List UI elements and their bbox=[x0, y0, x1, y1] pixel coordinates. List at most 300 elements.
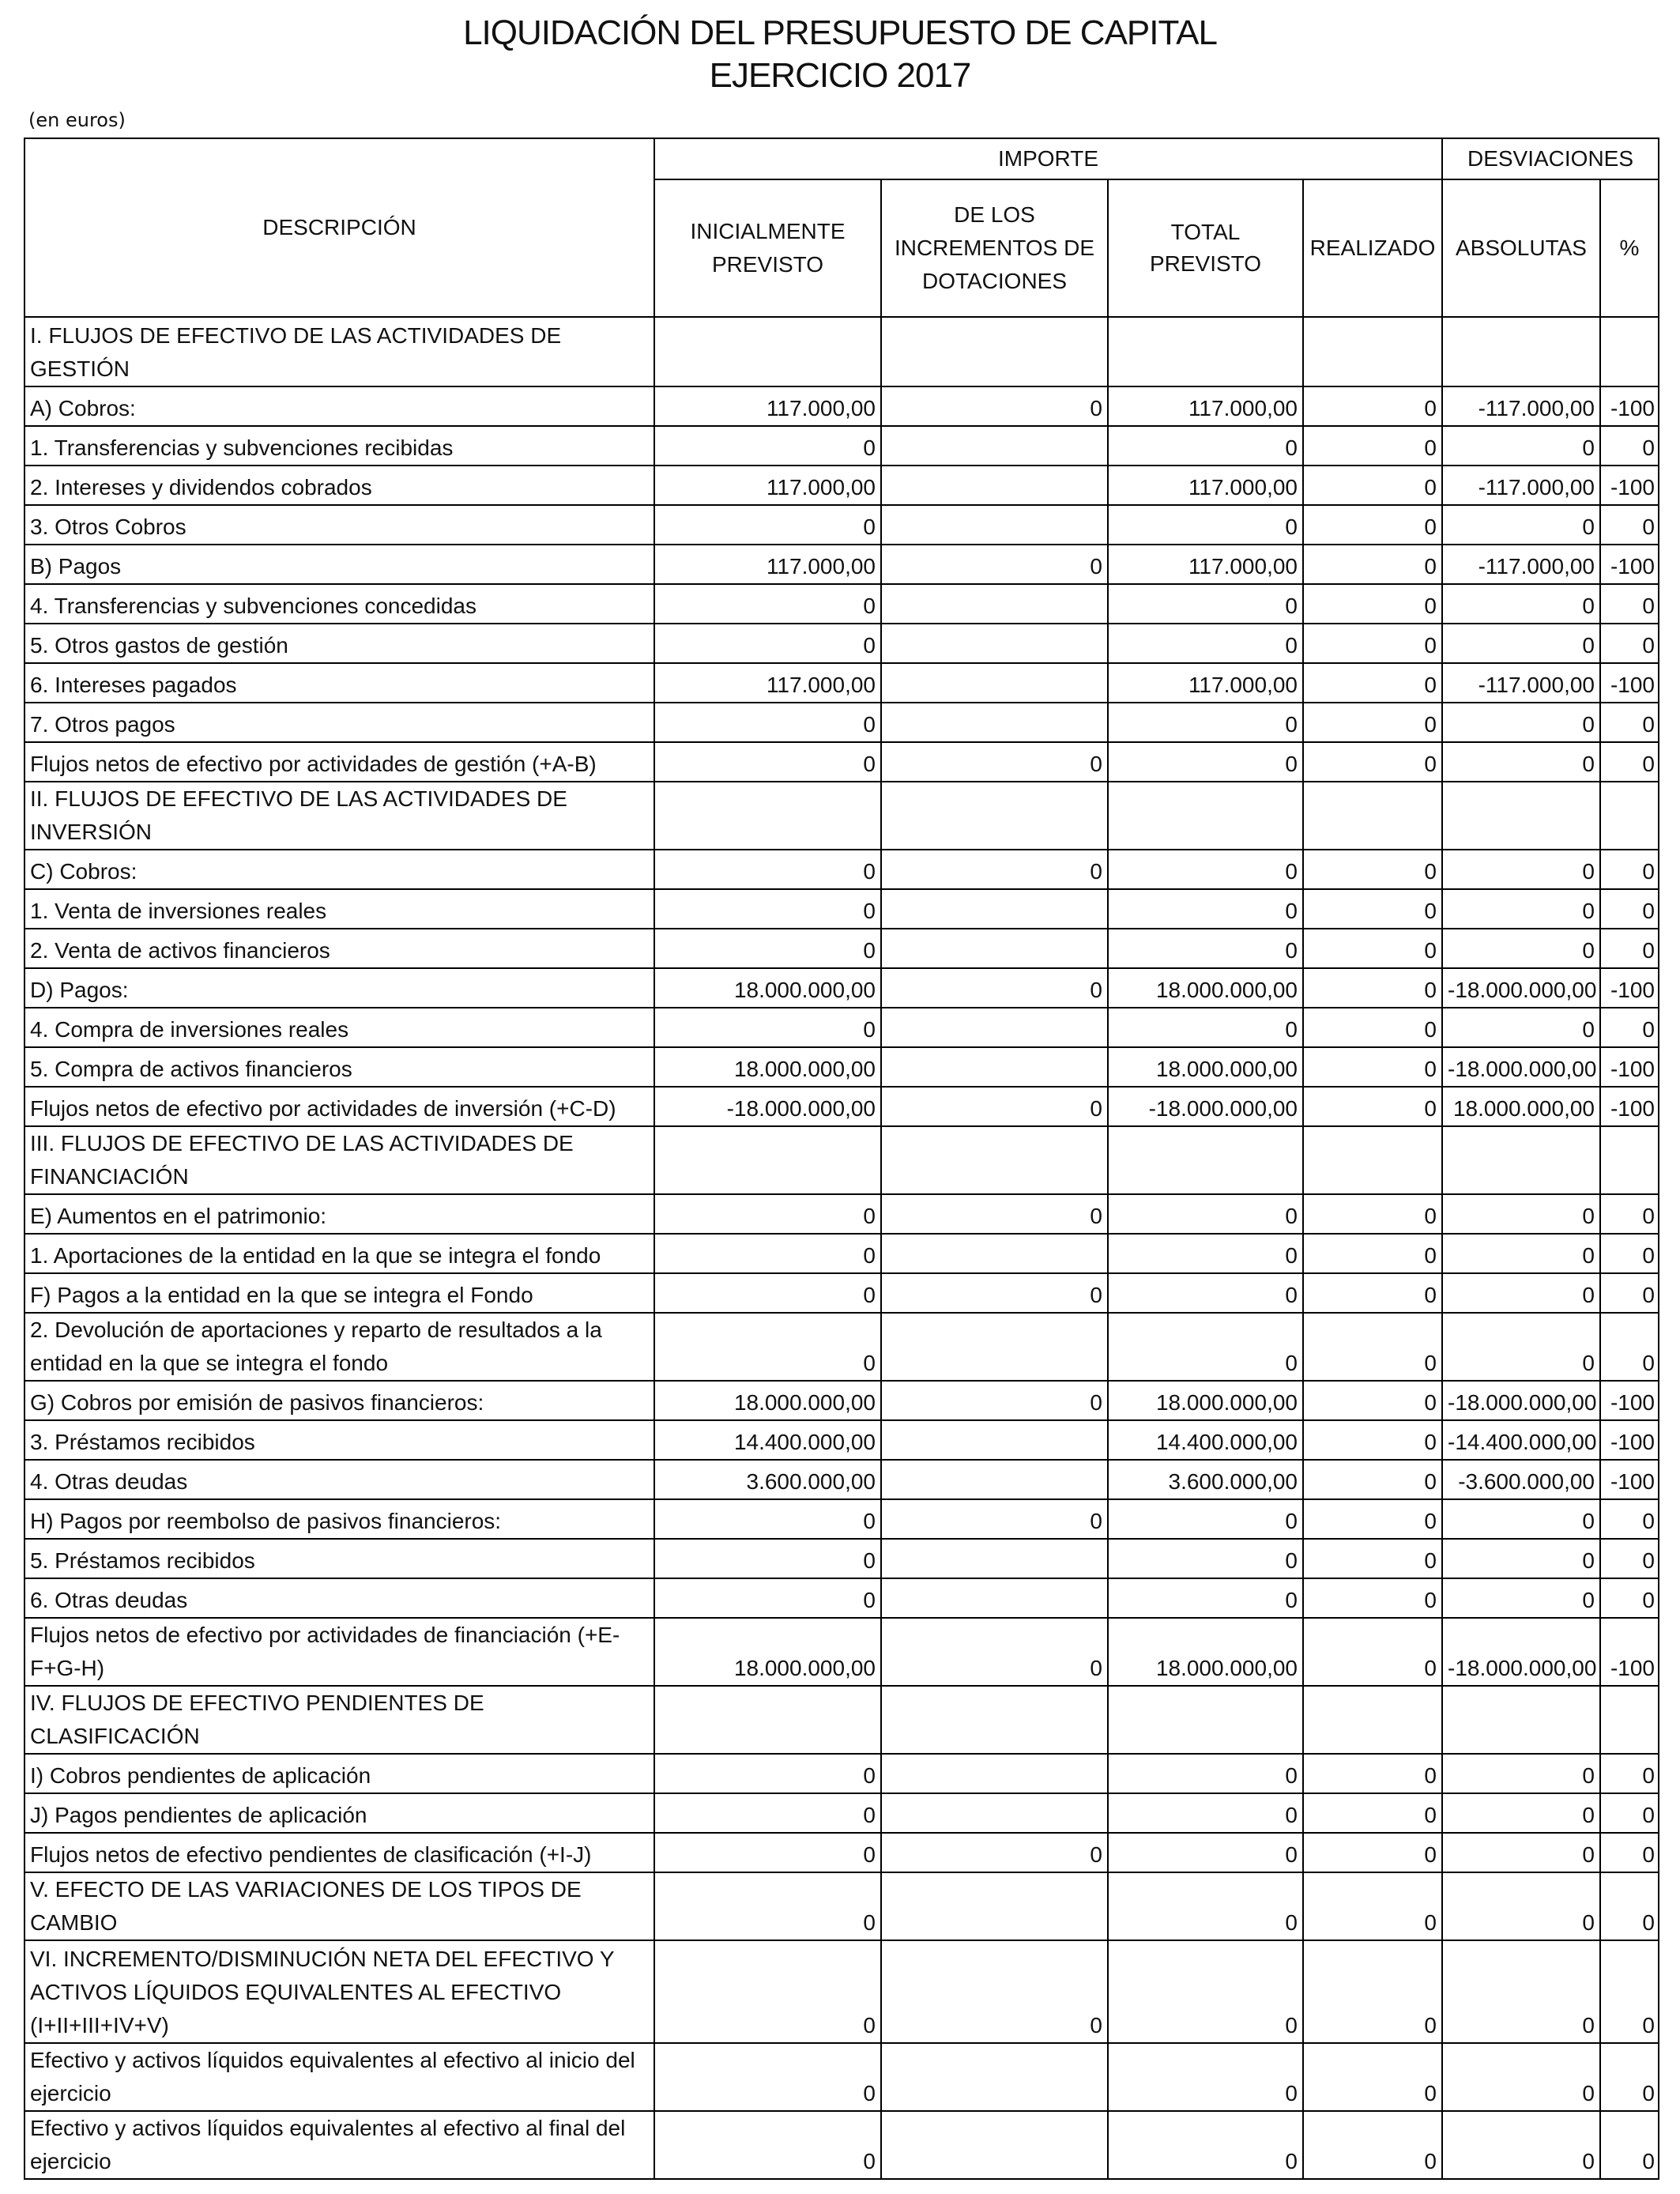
cell-total-previsto: 0 bbox=[1108, 1194, 1303, 1234]
cell-incrementos: 0 bbox=[881, 1940, 1108, 2043]
cell-absolutas: 0 bbox=[1442, 1754, 1600, 1793]
cell-descripcion: Flujos netos de efectivo por actividades de gestión (+A-B) bbox=[24, 742, 654, 782]
cell-incrementos bbox=[881, 1578, 1108, 1618]
cell-pct: 0 bbox=[1600, 624, 1659, 663]
cell-inicialmente-previsto: 0 bbox=[654, 1008, 881, 1047]
cell-pct: 0 bbox=[1600, 850, 1659, 889]
cell-absolutas: 0 bbox=[1442, 742, 1600, 782]
page-subtitle: EJERCICIO 2017 bbox=[709, 56, 971, 95]
table-row bbox=[24, 2111, 1659, 2179]
cell-realizado bbox=[1303, 317, 1442, 386]
cell-total-previsto: 0 bbox=[1108, 1872, 1303, 1940]
cell-absolutas: 0 bbox=[1442, 929, 1600, 968]
cell-realizado: 0 bbox=[1303, 1460, 1442, 1499]
cell-descripcion: I) Cobros pendientes de aplicación bbox=[24, 1754, 654, 1793]
cell-absolutas: -117.000,00 bbox=[1442, 386, 1600, 426]
cell-incrementos: 0 bbox=[881, 1194, 1108, 1234]
cell-absolutas: 0 bbox=[1442, 1539, 1600, 1578]
cell-pct: 0 bbox=[1600, 1793, 1659, 1833]
cell-pct: 0 bbox=[1600, 1499, 1659, 1539]
cell-inicialmente-previsto: 0 bbox=[654, 1313, 881, 1381]
cell-descripcion: G) Cobros por emisión de pasivos financieros: bbox=[24, 1381, 654, 1420]
cell-incrementos bbox=[881, 1686, 1108, 1754]
cell-absolutas bbox=[1442, 1126, 1600, 1194]
table-row bbox=[24, 1833, 1659, 1872]
cell-realizado: 0 bbox=[1303, 2043, 1442, 2111]
cell-descripcion: Efectivo y activos líquidos equivalentes al efectivo al final del ejercicio bbox=[24, 2111, 654, 2179]
cell-absolutas: 0 bbox=[1442, 1578, 1600, 1618]
cell-incrementos bbox=[881, 1234, 1108, 1273]
cell-incrementos bbox=[881, 663, 1108, 703]
cell-pct: 0 bbox=[1600, 742, 1659, 782]
cell-absolutas: 0 bbox=[1442, 1833, 1600, 1872]
table-row bbox=[24, 1126, 1659, 1194]
table-row bbox=[24, 545, 1659, 584]
cell-descripcion: Flujos netos de efectivo pendientes de clasificación (+I-J) bbox=[24, 1833, 654, 1872]
table-row bbox=[24, 889, 1659, 929]
cell-incrementos bbox=[881, 1313, 1108, 1381]
table-row bbox=[24, 782, 1659, 850]
cell-absolutas bbox=[1442, 317, 1600, 386]
table-body bbox=[24, 317, 1659, 2179]
cell-realizado bbox=[1303, 782, 1442, 850]
header-descripcion: DESCRIPCIÓN bbox=[24, 138, 654, 317]
cell-incrementos: 0 bbox=[881, 1499, 1108, 1539]
cell-absolutas: 0 bbox=[1442, 1313, 1600, 1381]
cell-incrementos bbox=[881, 317, 1108, 386]
cell-descripcion: A) Cobros: bbox=[24, 386, 654, 426]
cell-descripcion: 2. Venta de activos financieros bbox=[24, 929, 654, 968]
cell-descripcion: 4. Transferencias y subvenciones concedidas bbox=[24, 584, 654, 624]
cell-incrementos bbox=[881, 505, 1108, 545]
cell-realizado: 0 bbox=[1303, 1618, 1442, 1686]
cell-pct: 0 bbox=[1600, 2111, 1659, 2179]
cell-incrementos: 0 bbox=[881, 386, 1108, 426]
cell-descripcion: 3. Préstamos recibidos bbox=[24, 1420, 654, 1460]
table-row bbox=[24, 1008, 1659, 1047]
table-row bbox=[24, 2043, 1659, 2111]
cell-descripcion: 1. Aportaciones de la entidad en la que se integra el fondo bbox=[24, 1234, 654, 1273]
cell-absolutas: 0 bbox=[1442, 505, 1600, 545]
cell-absolutas: 0 bbox=[1442, 1499, 1600, 1539]
cell-absolutas: 18.000.000,00 bbox=[1442, 1087, 1600, 1126]
cell-realizado: 0 bbox=[1303, 1833, 1442, 1872]
cell-absolutas: -18.000.000,00 bbox=[1442, 968, 1600, 1008]
cell-descripcion: D) Pagos: bbox=[24, 968, 654, 1008]
cell-total-previsto: 0 bbox=[1108, 1313, 1303, 1381]
cell-total-previsto: 0 bbox=[1108, 1578, 1303, 1618]
cell-pct: -100 bbox=[1600, 968, 1659, 1008]
cell-inicialmente-previsto: -18.000.000,00 bbox=[654, 1087, 881, 1126]
cell-inicialmente-previsto bbox=[654, 1126, 881, 1194]
cell-total-previsto: 18.000.000,00 bbox=[1108, 1618, 1303, 1686]
table-row bbox=[24, 1273, 1659, 1313]
cell-pct: 0 bbox=[1600, 1313, 1659, 1381]
cell-total-previsto: 117.000,00 bbox=[1108, 466, 1303, 505]
cell-realizado: 0 bbox=[1303, 663, 1442, 703]
cell-inicialmente-previsto: 0 bbox=[654, 1234, 881, 1273]
cell-absolutas: 0 bbox=[1442, 1793, 1600, 1833]
table-row bbox=[24, 317, 1659, 386]
cell-absolutas bbox=[1442, 1686, 1600, 1754]
cell-absolutas: 0 bbox=[1442, 703, 1600, 742]
cell-descripcion: I. FLUJOS DE EFECTIVO DE LAS ACTIVIDADES DE GESTIÓN bbox=[24, 317, 654, 386]
cell-inicialmente-previsto: 0 bbox=[654, 2111, 881, 2179]
table-row bbox=[24, 1194, 1659, 1234]
cell-inicialmente-previsto bbox=[654, 1686, 881, 1754]
cell-total-previsto: 18.000.000,00 bbox=[1108, 968, 1303, 1008]
cell-realizado: 0 bbox=[1303, 1420, 1442, 1460]
header-total-previsto: TOTAL PREVISTO bbox=[1108, 179, 1303, 317]
cell-total-previsto bbox=[1108, 317, 1303, 386]
cell-total-previsto: 0 bbox=[1108, 929, 1303, 968]
cell-pct bbox=[1600, 782, 1659, 850]
table-row bbox=[24, 1940, 1659, 2043]
table-row bbox=[24, 742, 1659, 782]
cell-total-previsto bbox=[1108, 1126, 1303, 1194]
cell-total-previsto: 0 bbox=[1108, 505, 1303, 545]
budget-table bbox=[24, 138, 1659, 2180]
table-row bbox=[24, 1872, 1659, 1940]
cell-inicialmente-previsto: 0 bbox=[654, 929, 881, 968]
cell-realizado: 0 bbox=[1303, 1539, 1442, 1578]
cell-descripcion: C) Cobros: bbox=[24, 850, 654, 889]
cell-absolutas: 0 bbox=[1442, 889, 1600, 929]
cell-inicialmente-previsto: 0 bbox=[654, 850, 881, 889]
cell-total-previsto: 0 bbox=[1108, 1833, 1303, 1872]
table-row bbox=[24, 663, 1659, 703]
cell-total-previsto bbox=[1108, 782, 1303, 850]
cell-total-previsto: 0 bbox=[1108, 1793, 1303, 1833]
cell-total-previsto bbox=[1108, 1686, 1303, 1754]
cell-incrementos bbox=[881, 1754, 1108, 1793]
cell-descripcion: Efectivo y activos líquidos equivalentes al efectivo al inicio del ejercicio bbox=[24, 2043, 654, 2111]
cell-absolutas: 0 bbox=[1442, 584, 1600, 624]
cell-incrementos bbox=[881, 1047, 1108, 1087]
cell-incrementos: 0 bbox=[881, 968, 1108, 1008]
cell-realizado: 0 bbox=[1303, 850, 1442, 889]
cell-inicialmente-previsto: 0 bbox=[654, 1194, 881, 1234]
cell-pct: 0 bbox=[1600, 2043, 1659, 2111]
cell-realizado: 0 bbox=[1303, 466, 1442, 505]
cell-incrementos bbox=[881, 2043, 1108, 2111]
cell-pct: -100 bbox=[1600, 1047, 1659, 1087]
cell-inicialmente-previsto: 0 bbox=[654, 624, 881, 663]
cell-pct: 0 bbox=[1600, 1008, 1659, 1047]
cell-realizado: 0 bbox=[1303, 1578, 1442, 1618]
cell-total-previsto: 0 bbox=[1108, 2111, 1303, 2179]
cell-realizado: 0 bbox=[1303, 545, 1442, 584]
header-importe: IMPORTE bbox=[654, 138, 1442, 179]
cell-descripcion: IV. FLUJOS DE EFECTIVO PENDIENTES DE CLASIFICACIÓN bbox=[24, 1686, 654, 1754]
header-inicialmente-previsto: INICIALMENTE PREVISTO bbox=[654, 179, 881, 317]
cell-incrementos: 0 bbox=[881, 1087, 1108, 1126]
cell-total-previsto: 0 bbox=[1108, 1754, 1303, 1793]
cell-descripcion: E) Aumentos en el patrimonio: bbox=[24, 1194, 654, 1234]
cell-realizado: 0 bbox=[1303, 426, 1442, 466]
cell-absolutas: 0 bbox=[1442, 624, 1600, 663]
cell-descripcion: 1. Venta de inversiones reales bbox=[24, 889, 654, 929]
cell-descripcion: 5. Otros gastos de gestión bbox=[24, 624, 654, 663]
cell-absolutas: -117.000,00 bbox=[1442, 663, 1600, 703]
cell-total-previsto: 0 bbox=[1108, 1940, 1303, 2043]
cell-realizado: 0 bbox=[1303, 386, 1442, 426]
cell-realizado bbox=[1303, 1126, 1442, 1194]
cell-inicialmente-previsto: 18.000.000,00 bbox=[654, 1047, 881, 1087]
cell-incrementos bbox=[881, 1539, 1108, 1578]
header-realizado: REALIZADO bbox=[1303, 179, 1442, 317]
cell-inicialmente-previsto: 0 bbox=[654, 1499, 881, 1539]
cell-pct: -100 bbox=[1600, 545, 1659, 584]
table-row bbox=[24, 703, 1659, 742]
table-row bbox=[24, 1381, 1659, 1420]
cell-realizado: 0 bbox=[1303, 1194, 1442, 1234]
cell-pct bbox=[1600, 1126, 1659, 1194]
cell-descripcion: J) Pagos pendientes de aplicación bbox=[24, 1793, 654, 1833]
cell-descripcion: III. FLUJOS DE EFECTIVO DE LAS ACTIVIDADES DE FINANCIACIÓN bbox=[24, 1126, 654, 1194]
cell-total-previsto: 0 bbox=[1108, 889, 1303, 929]
cell-inicialmente-previsto: 117.000,00 bbox=[654, 663, 881, 703]
cell-realizado: 0 bbox=[1303, 929, 1442, 968]
cell-absolutas: 0 bbox=[1442, 1234, 1600, 1273]
cell-total-previsto: 18.000.000,00 bbox=[1108, 1047, 1303, 1087]
table-row bbox=[24, 968, 1659, 1008]
cell-realizado: 0 bbox=[1303, 1381, 1442, 1420]
cell-pct: 0 bbox=[1600, 1194, 1659, 1234]
cell-inicialmente-previsto: 0 bbox=[654, 584, 881, 624]
cell-total-previsto: 0 bbox=[1108, 1273, 1303, 1313]
table-header bbox=[24, 138, 1659, 317]
cell-absolutas: -18.000.000,00 bbox=[1442, 1047, 1600, 1087]
table-row bbox=[24, 929, 1659, 968]
cell-descripcion: 6. Otras deudas bbox=[24, 1578, 654, 1618]
cell-total-previsto: 0 bbox=[1108, 1008, 1303, 1047]
cell-pct: 0 bbox=[1600, 1273, 1659, 1313]
cell-inicialmente-previsto: 0 bbox=[654, 1793, 881, 1833]
cell-absolutas: 0 bbox=[1442, 2043, 1600, 2111]
cell-total-previsto: 0 bbox=[1108, 624, 1303, 663]
cell-descripcion: 3. Otros Cobros bbox=[24, 505, 654, 545]
cell-absolutas: 0 bbox=[1442, 1008, 1600, 1047]
cell-total-previsto: 0 bbox=[1108, 850, 1303, 889]
cell-realizado: 0 bbox=[1303, 2111, 1442, 2179]
table-row bbox=[24, 1539, 1659, 1578]
table-row bbox=[24, 850, 1659, 889]
cell-pct: 0 bbox=[1600, 889, 1659, 929]
cell-absolutas: 0 bbox=[1442, 426, 1600, 466]
cell-realizado: 0 bbox=[1303, 968, 1442, 1008]
cell-inicialmente-previsto: 0 bbox=[654, 505, 881, 545]
cell-pct: -100 bbox=[1600, 1460, 1659, 1499]
table-row bbox=[24, 1618, 1659, 1686]
cell-realizado: 0 bbox=[1303, 1008, 1442, 1047]
cell-pct: 0 bbox=[1600, 426, 1659, 466]
units-note: (en euros) bbox=[28, 109, 126, 131]
header-pct: % bbox=[1600, 179, 1659, 317]
cell-total-previsto: 3.600.000,00 bbox=[1108, 1460, 1303, 1499]
cell-total-previsto: 0 bbox=[1108, 703, 1303, 742]
cell-inicialmente-previsto: 0 bbox=[654, 1940, 881, 2043]
cell-incrementos bbox=[881, 782, 1108, 850]
cell-pct: -100 bbox=[1600, 386, 1659, 426]
cell-realizado: 0 bbox=[1303, 1313, 1442, 1381]
table-row bbox=[24, 1087, 1659, 1126]
cell-descripcion: F) Pagos a la entidad en la que se integra el Fondo bbox=[24, 1273, 654, 1313]
cell-descripcion: 4. Otras deudas bbox=[24, 1460, 654, 1499]
table-row bbox=[24, 466, 1659, 505]
table-row bbox=[24, 386, 1659, 426]
cell-absolutas: 0 bbox=[1442, 2111, 1600, 2179]
cell-descripcion: Flujos netos de efectivo por actividades de financiación (+E-F+G-H) bbox=[24, 1618, 654, 1686]
cell-absolutas: 0 bbox=[1442, 1194, 1600, 1234]
cell-descripcion: VI. INCREMENTO/DISMINUCIÓN NETA DEL EFECTIVO Y ACTIVOS LÍQUIDOS EQUIVALENTES AL EFECTIVO (I+II+III+IV+V) bbox=[24, 1940, 654, 2043]
cell-realizado: 0 bbox=[1303, 505, 1442, 545]
cell-descripcion: 5. Préstamos recibidos bbox=[24, 1539, 654, 1578]
cell-incrementos bbox=[881, 466, 1108, 505]
cell-total-previsto: 0 bbox=[1108, 742, 1303, 782]
cell-inicialmente-previsto: 0 bbox=[654, 1833, 881, 1872]
cell-absolutas: 0 bbox=[1442, 1940, 1600, 2043]
cell-total-previsto: 0 bbox=[1108, 1234, 1303, 1273]
table-row bbox=[24, 1460, 1659, 1499]
cell-realizado: 0 bbox=[1303, 624, 1442, 663]
cell-pct: 0 bbox=[1600, 1754, 1659, 1793]
cell-inicialmente-previsto: 0 bbox=[654, 1273, 881, 1313]
table-row bbox=[24, 1578, 1659, 1618]
cell-inicialmente-previsto: 0 bbox=[654, 2043, 881, 2111]
cell-inicialmente-previsto: 0 bbox=[654, 1872, 881, 1940]
cell-total-previsto: 18.000.000,00 bbox=[1108, 1381, 1303, 1420]
cell-incrementos bbox=[881, 1126, 1108, 1194]
cell-pct bbox=[1600, 317, 1659, 386]
cell-inicialmente-previsto: 3.600.000,00 bbox=[654, 1460, 881, 1499]
cell-pct: 0 bbox=[1600, 584, 1659, 624]
header-absolutas: ABSOLUTAS bbox=[1442, 179, 1600, 317]
table-row bbox=[24, 1499, 1659, 1539]
cell-incrementos bbox=[881, 1872, 1108, 1940]
table-row bbox=[24, 1420, 1659, 1460]
cell-realizado: 0 bbox=[1303, 1499, 1442, 1539]
cell-incrementos bbox=[881, 1420, 1108, 1460]
cell-total-previsto: 0 bbox=[1108, 1499, 1303, 1539]
table-row bbox=[24, 1047, 1659, 1087]
cell-pct: 0 bbox=[1600, 1578, 1659, 1618]
cell-pct: 0 bbox=[1600, 1833, 1659, 1872]
cell-inicialmente-previsto: 0 bbox=[654, 889, 881, 929]
cell-incrementos: 0 bbox=[881, 1833, 1108, 1872]
cell-descripcion: 2. Devolución de aportaciones y reparto de resultados a la entidad en la que se integra el fondo bbox=[24, 1313, 654, 1381]
cell-descripcion: Flujos netos de efectivo por actividades de inversión (+C-D) bbox=[24, 1087, 654, 1126]
cell-incrementos bbox=[881, 703, 1108, 742]
cell-inicialmente-previsto bbox=[654, 317, 881, 386]
cell-descripcion: II. FLUJOS DE EFECTIVO DE LAS ACTIVIDADES DE INVERSIÓN bbox=[24, 782, 654, 850]
cell-descripcion: 4. Compra de inversiones reales bbox=[24, 1008, 654, 1047]
cell-absolutas: -14.400.000,00 bbox=[1442, 1420, 1600, 1460]
cell-total-previsto: 0 bbox=[1108, 584, 1303, 624]
cell-inicialmente-previsto: 0 bbox=[654, 703, 881, 742]
cell-inicialmente-previsto: 0 bbox=[654, 1578, 881, 1618]
cell-realizado: 0 bbox=[1303, 1047, 1442, 1087]
cell-incrementos bbox=[881, 426, 1108, 466]
cell-pct: -100 bbox=[1600, 663, 1659, 703]
cell-total-previsto: 117.000,00 bbox=[1108, 545, 1303, 584]
cell-pct: 0 bbox=[1600, 1872, 1659, 1940]
cell-total-previsto: 117.000,00 bbox=[1108, 663, 1303, 703]
table-row bbox=[24, 1313, 1659, 1381]
cell-realizado: 0 bbox=[1303, 889, 1442, 929]
page-title: LIQUIDACIÓN DEL PRESUPUESTO DE CAPITAL bbox=[463, 13, 1217, 52]
cell-descripcion: B) Pagos bbox=[24, 545, 654, 584]
cell-absolutas: -18.000.000,00 bbox=[1442, 1618, 1600, 1686]
cell-absolutas: -117.000,00 bbox=[1442, 545, 1600, 584]
cell-inicialmente-previsto: 18.000.000,00 bbox=[654, 968, 881, 1008]
cell-absolutas: 0 bbox=[1442, 850, 1600, 889]
cell-incrementos: 0 bbox=[881, 850, 1108, 889]
cell-incrementos: 0 bbox=[881, 1381, 1108, 1420]
cell-realizado bbox=[1303, 1686, 1442, 1754]
table-row bbox=[24, 1234, 1659, 1273]
cell-pct: 0 bbox=[1600, 1539, 1659, 1578]
cell-descripcion: 5. Compra de activos financieros bbox=[24, 1047, 654, 1087]
cell-descripcion: 2. Intereses y dividendos cobrados bbox=[24, 466, 654, 505]
cell-incrementos bbox=[881, 1460, 1108, 1499]
cell-realizado: 0 bbox=[1303, 1793, 1442, 1833]
cell-absolutas: -18.000.000,00 bbox=[1442, 1381, 1600, 1420]
cell-pct bbox=[1600, 1686, 1659, 1754]
table-row bbox=[24, 1754, 1659, 1793]
table-row bbox=[24, 1686, 1659, 1754]
cell-realizado: 0 bbox=[1303, 1872, 1442, 1940]
cell-pct: -100 bbox=[1600, 1087, 1659, 1126]
header-desviaciones: DESVIACIONES bbox=[1442, 138, 1659, 179]
cell-inicialmente-previsto: 0 bbox=[654, 1539, 881, 1578]
cell-descripcion: 7. Otros pagos bbox=[24, 703, 654, 742]
cell-inicialmente-previsto: 0 bbox=[654, 1754, 881, 1793]
cell-inicialmente-previsto: 0 bbox=[654, 742, 881, 782]
cell-total-previsto: 0 bbox=[1108, 1539, 1303, 1578]
cell-pct: 0 bbox=[1600, 1234, 1659, 1273]
header-incrementos-dotaciones: DE LOS INCREMENTOS DE DOTACIONES bbox=[881, 179, 1108, 317]
cell-inicialmente-previsto: 18.000.000,00 bbox=[654, 1618, 881, 1686]
cell-total-previsto: 14.400.000,00 bbox=[1108, 1420, 1303, 1460]
table-row bbox=[24, 505, 1659, 545]
cell-total-previsto: 0 bbox=[1108, 2043, 1303, 2111]
cell-inicialmente-previsto: 0 bbox=[654, 426, 881, 466]
cell-pct: 0 bbox=[1600, 1940, 1659, 2043]
cell-incrementos bbox=[881, 2111, 1108, 2179]
cell-absolutas bbox=[1442, 782, 1600, 850]
cell-incrementos bbox=[881, 584, 1108, 624]
cell-incrementos bbox=[881, 1793, 1108, 1833]
table-row bbox=[24, 1793, 1659, 1833]
cell-absolutas: -3.600.000,00 bbox=[1442, 1460, 1600, 1499]
cell-pct: -100 bbox=[1600, 1420, 1659, 1460]
cell-absolutas: -117.000,00 bbox=[1442, 466, 1600, 505]
cell-inicialmente-previsto: 117.000,00 bbox=[654, 545, 881, 584]
cell-total-previsto: 117.000,00 bbox=[1108, 386, 1303, 426]
cell-inicialmente-previsto bbox=[654, 782, 881, 850]
cell-realizado: 0 bbox=[1303, 1754, 1442, 1793]
table-row bbox=[24, 624, 1659, 663]
cell-incrementos: 0 bbox=[881, 1273, 1108, 1313]
cell-inicialmente-previsto: 117.000,00 bbox=[654, 466, 881, 505]
cell-descripcion: V. EFECTO DE LAS VARIACIONES DE LOS TIPOS DE CAMBIO bbox=[24, 1872, 654, 1940]
cell-inicialmente-previsto: 18.000.000,00 bbox=[654, 1381, 881, 1420]
cell-total-previsto: 0 bbox=[1108, 426, 1303, 466]
cell-descripcion: H) Pagos por reembolso de pasivos financieros: bbox=[24, 1499, 654, 1539]
cell-inicialmente-previsto: 14.400.000,00 bbox=[654, 1420, 881, 1460]
cell-realizado: 0 bbox=[1303, 584, 1442, 624]
